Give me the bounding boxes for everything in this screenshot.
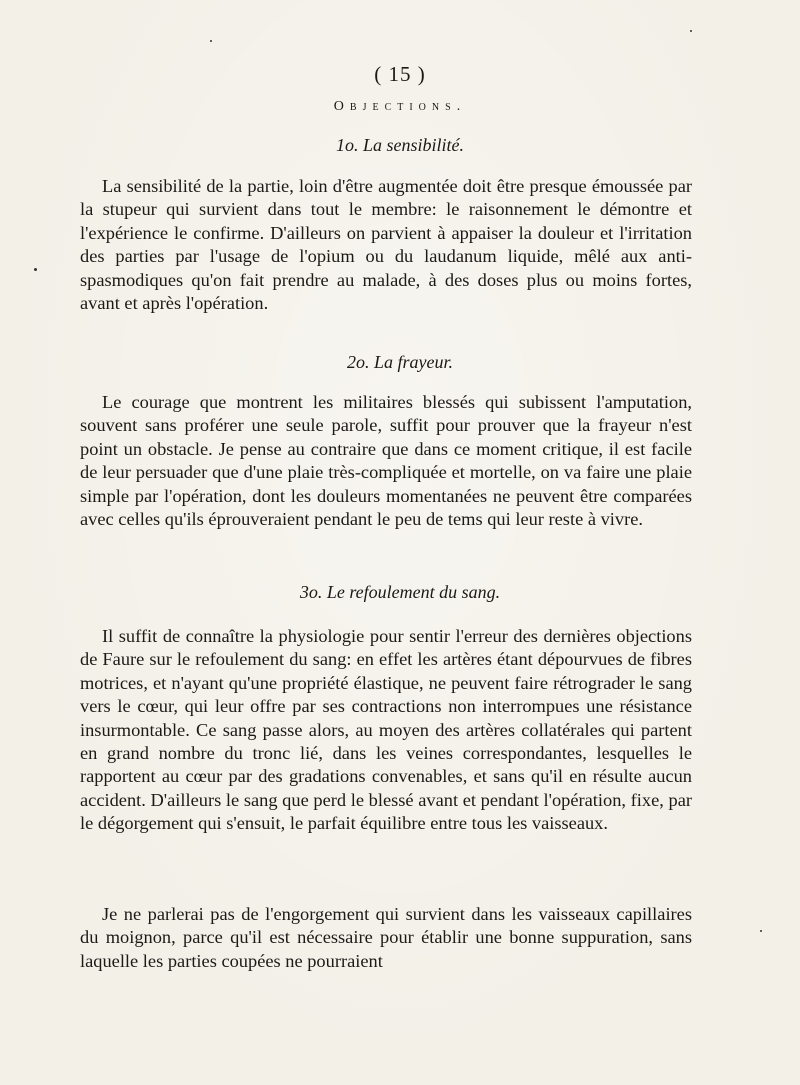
paragraph-sensibilite: La sensibilité de la partie, loin d'être augmentée doit être presque émoussée par la stupeur qui survient dans tout le membre: le raisonnement le démontre et l'expérience le confirme. D'ailleurs on parvient à appaiser la douleur et l'irritation des parties par l'usage de l'opium ou du laudanum liquide, mêlé aux anti-spasmodiques qu'on fait prendre au malade, à des doses plus ou moins fortes, avant et après l'opération. (80, 176, 692, 314)
ink-speck (760, 930, 762, 932)
section-heading: Objections. (333, 99, 467, 114)
ink-speck (210, 40, 212, 42)
paragraph-refoulement: Il suffit de connaître la physiologie pour sentir l'erreur des dernières objections de Faure sur le refoulement du sang: en effet les artères étant dépourvues de fibres motrices, et n'ayant qu'une propriété élastique, ne peuvent faire rétrograder le sang vers le cœur, qui leur offre par ses contractions non interrompues une résistance insurmontable. Ce sang passe alors, au moyen des artères collatérales qui partent en grand nombre du tronc lié, dans les veines correspondantes, lesquelles le rapportent au cœur par des gradations convenables, et sans qu'il en résulte aucun accident. D'ailleurs le sang que perd le blessé avant et pendant l'opération, fixe, par le dégorgement qui s'ensuit, le parfait équilibre entre tous les vaisseaux. (80, 626, 692, 834)
ink-speck (690, 30, 692, 32)
page-number: ( 15 ) (374, 62, 426, 86)
paragraph-engorgement: Je ne parlerai pas de l'engorgement qui survient dans les vaisseaux capillaires du moignon, parce qu'il est nécessaire pour établir une bonne suppuration, sans laquelle les parties coupées ne pourraient (80, 904, 692, 971)
ink-speck (34, 268, 37, 271)
subheading-refoulement: 3o. Le refoulement du sang. (299, 582, 501, 602)
paragraph-frayeur: Le courage que montrent les militaires blessés qui subissent l'amputation, souvent sans proférer une seule parole, suffit pour prouver que la frayeur n'est point un obstacle. Je pense au contraire que dans ce moment critique, il est facile de leur persuader que d'une plaie très-compliquée et mortelle, on va faire une plaie simple par l'opération, dont les douleurs momentanées ne peuvent être comparées avec celles qu'ils éprouveraient pendant le peu de tems qui leur reste à vivre. (80, 392, 692, 530)
subheading-frayeur: 2o. La frayeur. (346, 352, 453, 372)
subheading-sensibilite: 1o. La sensibilité. (335, 135, 464, 155)
